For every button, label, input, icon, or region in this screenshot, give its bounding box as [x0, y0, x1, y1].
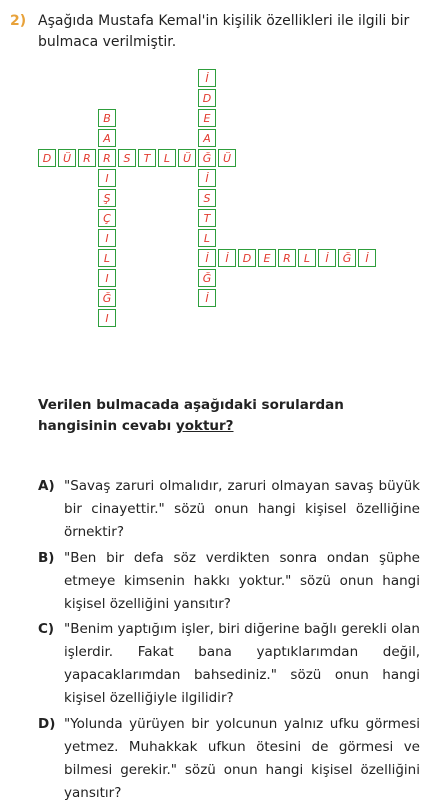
- option-d-label: D): [38, 716, 56, 732]
- crossword-cell: I: [98, 309, 116, 327]
- crossword-cell: İ: [218, 249, 236, 267]
- crossword-cell: R: [78, 149, 96, 167]
- crossword-cell: I: [98, 269, 116, 287]
- crossword-cell: L: [198, 229, 216, 247]
- crossword-cell: İ: [198, 249, 216, 267]
- option-d-text: "Yolunda yürüyen bir yolcunun yalnız ufku görmesi yetmez. Muhakkak ufkun ötesini de görmesi ve bilmesi gerekir." sözü onun hangi kişisel özelliğini yansıtır?: [64, 716, 420, 801]
- prompt-text: Verilen bulmacada aşağıdaki sorulardan hangisinin cevabı: [38, 397, 344, 434]
- crossword-cell: Ü: [178, 149, 196, 167]
- crossword-cell: S: [118, 149, 136, 167]
- crossword-cell: İ: [198, 69, 216, 87]
- crossword-cell: Ğ: [98, 289, 116, 307]
- option-b-label: B): [38, 550, 55, 566]
- crossword-cell: B: [98, 109, 116, 127]
- crossword-cell: L: [98, 249, 116, 267]
- option-a-text: "Savaş zaruri olmalıdır, zaruri olmayan savaş büyük bir cinayettir." sözü onun hangi kişisel özelliğine örnektir?: [64, 478, 420, 540]
- crossword-cell: T: [198, 209, 216, 227]
- option-c-label: C): [38, 621, 55, 637]
- crossword-cell: T: [138, 149, 156, 167]
- crossword-cell: A: [98, 129, 116, 147]
- crossword-cell: R: [278, 249, 296, 267]
- crossword-cell: İ: [358, 249, 376, 267]
- prompt-underlined: yoktur?: [175, 418, 234, 434]
- crossword-cell: İ: [198, 169, 216, 187]
- option-c-text: "Benim yaptığım işler, biri diğerine bağlı gerekli olan işlerdir. Fakat bana yaptıklarımdan değil, yapacaklarımdan bahsediniz." sözü onun hangi kişisel özelliğiyle ilgilidir?: [64, 621, 420, 706]
- crossword-cell: D: [238, 249, 256, 267]
- crossword-cell: İ: [318, 249, 336, 267]
- crossword-cell: Ğ: [198, 149, 216, 167]
- question-number: 2): [10, 13, 27, 29]
- crossword-cell: E: [198, 109, 216, 127]
- crossword-cell: Ç: [98, 209, 116, 227]
- crossword-cell: I: [98, 229, 116, 247]
- crossword-cell: Ü: [218, 149, 236, 167]
- option-b-text: "Ben bir defa söz verdikten sonra ondan şüphe etmeye kimsenin hakkı yoktur." sözü onun hangi kişisel özelliğini yansıtır?: [64, 550, 420, 612]
- crossword-cell: L: [158, 149, 176, 167]
- crossword-cell: S: [198, 189, 216, 207]
- crossword-cell: Ü: [58, 149, 76, 167]
- option-a-label: A): [38, 478, 55, 494]
- crossword-cell: Ğ: [338, 249, 356, 267]
- crossword-cell: D: [198, 89, 216, 107]
- option-c[interactable]: [38, 618, 420, 710]
- crossword-cell: L: [298, 249, 316, 267]
- crossword-cell: R: [98, 149, 116, 167]
- crossword-cell: Ğ: [198, 269, 216, 287]
- crossword-cell: I: [98, 169, 116, 187]
- crossword-cell: D: [38, 149, 56, 167]
- option-b[interactable]: [38, 547, 420, 616]
- crossword-cell: A: [198, 129, 216, 147]
- option-d[interactable]: [38, 713, 420, 805]
- option-a[interactable]: [38, 475, 420, 544]
- question-prompt: [38, 395, 418, 437]
- crossword-cell: Ş: [98, 189, 116, 207]
- question-intro: Aşağıda Mustafa Kemal'in kişilik özellikleri ile ilgili bir bulmaca verilmiştir.: [38, 13, 410, 50]
- crossword-cell: İ: [198, 289, 216, 307]
- crossword-cell: E: [258, 249, 276, 267]
